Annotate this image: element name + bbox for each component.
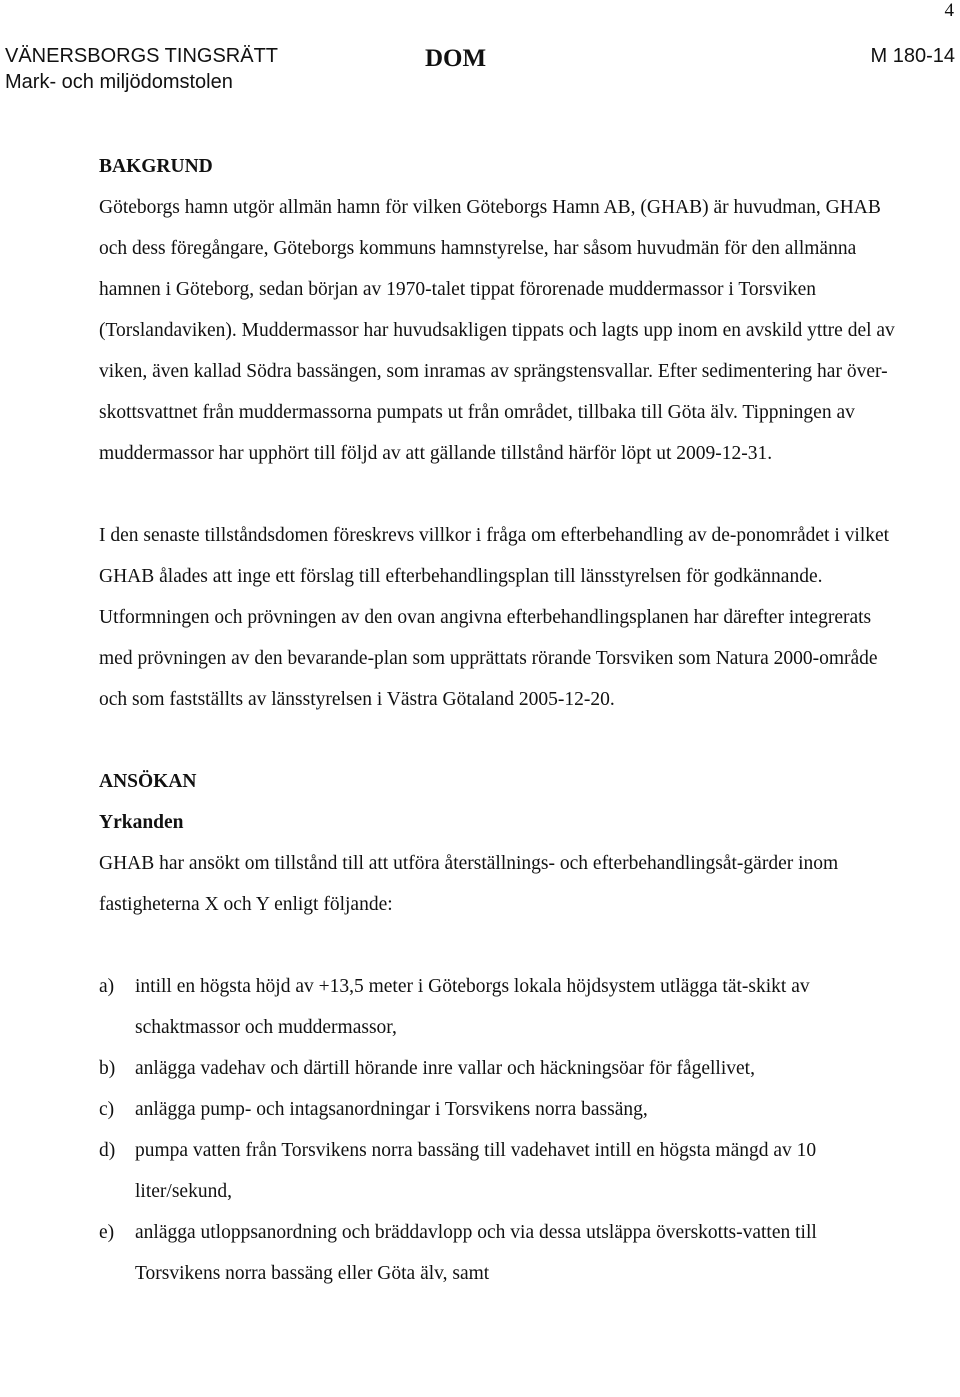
- spacer: [99, 720, 899, 761]
- list-item-text: pumpa vatten från Torsvikens norra bassäng till vadehavet intill en högsta mängd av 10 liter/sekund,: [135, 1140, 817, 1202]
- bakgrund-paragraph-2: I den senaste tillståndsdomen föreskrevs villkor i fråga om efterbehandling av de-ponområdet i vilket GHAB ålades att inge ett förslag till efterbehandlingsplan till länsstyrelsen för godkännande. Utformningen och prövningen av den ovan angivna efterbehandlingsplanen har därefter integrerats med prövningen av den bevarande-plan som upprättats rörande Torsviken som Natura 2000-område och som fastställts av länsstyrelsen i Västra Götaland 2005-12-20.: [99, 525, 890, 710]
- document-type: DOM: [425, 45, 487, 72]
- list-item-text: anlägga utloppsanordning och bräddavlopp och via dessa utsläppa överskotts-vatten till Torsvikens norra bassäng eller Göta älv, samt: [135, 1222, 817, 1284]
- list-item: [99, 966, 899, 1048]
- list-marker: d): [99, 1140, 116, 1161]
- ansokan-intro: GHAB har ansökt om tillstånd till att utföra återställnings- och efterbehandlingsåt-gärder inom fastigheterna X och Y enligt följande:: [99, 853, 839, 915]
- list-marker: b): [99, 1058, 116, 1079]
- subheading-yrkanden: Yrkanden: [99, 812, 184, 833]
- list-marker: e): [99, 1222, 115, 1243]
- list-item: [99, 1048, 899, 1089]
- spacer: [99, 925, 899, 966]
- case-number: M 180-14: [870, 45, 955, 67]
- page-number: 4: [944, 0, 954, 21]
- list-item-text: intill en högsta höjd av +13,5 meter i Göteborgs lokala höjdsystem utlägga tät-skikt av schaktmassor och muddermassor,: [135, 976, 810, 1038]
- court-name: VÄNERSBORGS TINGSRÄTT: [5, 45, 279, 67]
- section-heading-ansokan: ANSÖKAN: [99, 771, 197, 792]
- list-item: [99, 1212, 899, 1294]
- claims-list: [99, 966, 899, 1294]
- list-item: [99, 1130, 899, 1212]
- court-division: Mark- och miljödomstolen: [5, 71, 233, 93]
- section-heading-bakgrund: BAKGRUND: [99, 156, 213, 177]
- list-marker: c): [99, 1099, 115, 1120]
- list-item-text: anlägga vadehav och därtill hörande inre vallar och häckningsöar för fågellivet,: [135, 1058, 755, 1079]
- spacer: [99, 474, 899, 515]
- list-item: [99, 1089, 899, 1130]
- bakgrund-paragraph-1: Göteborgs hamn utgör allmän hamn för vilken Göteborgs Hamn AB, (GHAB) är huvudman, GHAB och dess föregångare, Göteborgs kommuns hamnstyrelse, har såsom huvudmän för den allmänna hamnen i Göteborg, sedan början av 1970-talet tippat förorenade muddermassor i Torsviken (Torslandaviken). Muddermassor har huvudsakligen tippats och lagts upp inom en avskild yttre del av viken, även kallad Södra bassängen, som inramas av sprängstensvallar. Efter sedimentering har över-skottsvattnet från muddermassorna pumpats ut från området, tillbaka till Göta älv. Tippningen av muddermassor har upphört till följd av att gällande tillstånd härför löpt ut 2009-12-31.: [99, 197, 895, 464]
- list-marker: a): [99, 976, 115, 997]
- list-item-text: anlägga pump- och intagsanordningar i Torsvikens norra bassäng,: [135, 1099, 648, 1120]
- document-body: [99, 146, 899, 1294]
